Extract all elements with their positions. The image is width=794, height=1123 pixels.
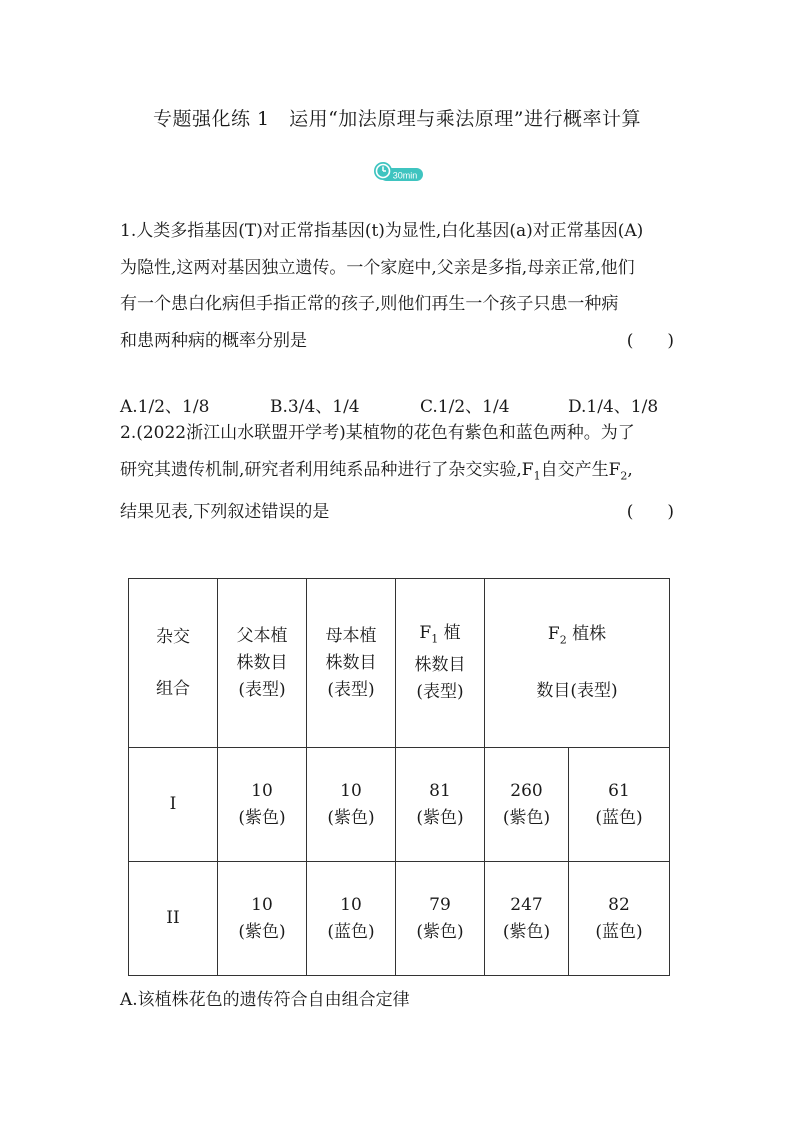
table-header-row bbox=[129, 579, 670, 748]
cell-f1: 81 (紫色) bbox=[396, 748, 485, 862]
header-f2: $F_2$ 植株 数目(表型) bbox=[485, 579, 670, 748]
q2-option-a: A.该植株花色的遗传符合自由组合定律 bbox=[120, 990, 410, 1010]
timer-label: 30min bbox=[392, 170, 418, 181]
cross-results-table bbox=[128, 578, 670, 976]
q2-line-1: 2.(2022浙江山水联盟开学考)某植物的花色有紫色和蓝色两种。为了 bbox=[120, 423, 635, 443]
header-father: 父本植 株数目 (表型) bbox=[218, 579, 307, 748]
header-mother: 母本植 株数目 (表型) bbox=[307, 579, 396, 748]
cell-group: II bbox=[129, 862, 218, 976]
question-2 bbox=[120, 415, 680, 531]
timer-badge bbox=[371, 160, 425, 184]
q2-line-3 bbox=[120, 494, 680, 531]
q2-line-2-text-c: , bbox=[627, 459, 633, 480]
q1-option-a: A.1/2、1/8 bbox=[120, 397, 210, 417]
question-1 bbox=[120, 213, 680, 359]
cell-f2-purple: 260 (紫色) bbox=[485, 748, 569, 862]
q1-option-d: D.1/4、1/8 bbox=[568, 397, 659, 417]
cell-f2-blue: 82 (蓝色) bbox=[569, 862, 670, 976]
q1-line-4 bbox=[120, 323, 680, 360]
q1-answer-paren: ( ) bbox=[626, 330, 674, 351]
q1-line-2: 为隐性,这两对基因独立遗传。一个家庭中,父亲是多指,母亲正常,他们 bbox=[120, 257, 635, 278]
q1-line-4-text: 和患两种病的概率分别是 bbox=[120, 330, 307, 351]
header-f1: $F_1$ 植 株数目 (表型) bbox=[396, 579, 485, 748]
cell-father: 10 (紫色) bbox=[218, 862, 307, 976]
page-title: 专题强化练 1 运用“加法原理与乘法原理”进行概率计算 bbox=[152, 108, 642, 130]
q1-option-b: B.3/4、1/4 bbox=[270, 397, 360, 417]
q2-sub-1: 1 bbox=[533, 468, 541, 482]
q2-line-2-text-a: 研究其遗传机制,研究者利用纯系品种进行了杂交实验,F bbox=[120, 459, 534, 480]
q2-line-2 bbox=[120, 452, 680, 495]
q1-line-1: 1.人类多指基因(T)对正常指基因(t)为显性,白化基因(a)对正常基因(A) bbox=[120, 221, 644, 241]
cell-mother: 10 (紫色) bbox=[307, 748, 396, 862]
q1-line-3: 有一个患白化病但手指正常的孩子,则他们再生一个孩子只患一种病 bbox=[120, 294, 619, 314]
q2-sub-2: 2 bbox=[620, 468, 628, 482]
cell-f2-purple: 247 (紫色) bbox=[485, 862, 569, 976]
q2-line-3-text: 结果见表,下列叙述错误的是 bbox=[120, 502, 330, 523]
table-row bbox=[129, 748, 670, 862]
cell-f2-blue: 61 (蓝色) bbox=[569, 748, 670, 862]
cell-f1: 79 (紫色) bbox=[396, 862, 485, 976]
q2-answer-paren: ( ) bbox=[626, 502, 674, 523]
cell-mother: 10 (蓝色) bbox=[307, 862, 396, 976]
q2-line-2-text-b: 自交产生F bbox=[540, 459, 621, 480]
cell-father: 10 (紫色) bbox=[218, 748, 307, 862]
header-cross-group: 杂交 组合 bbox=[129, 579, 218, 748]
q1-option-c: C.1/2、1/4 bbox=[420, 397, 510, 417]
table-row bbox=[129, 862, 670, 976]
cell-group: I bbox=[129, 748, 218, 862]
